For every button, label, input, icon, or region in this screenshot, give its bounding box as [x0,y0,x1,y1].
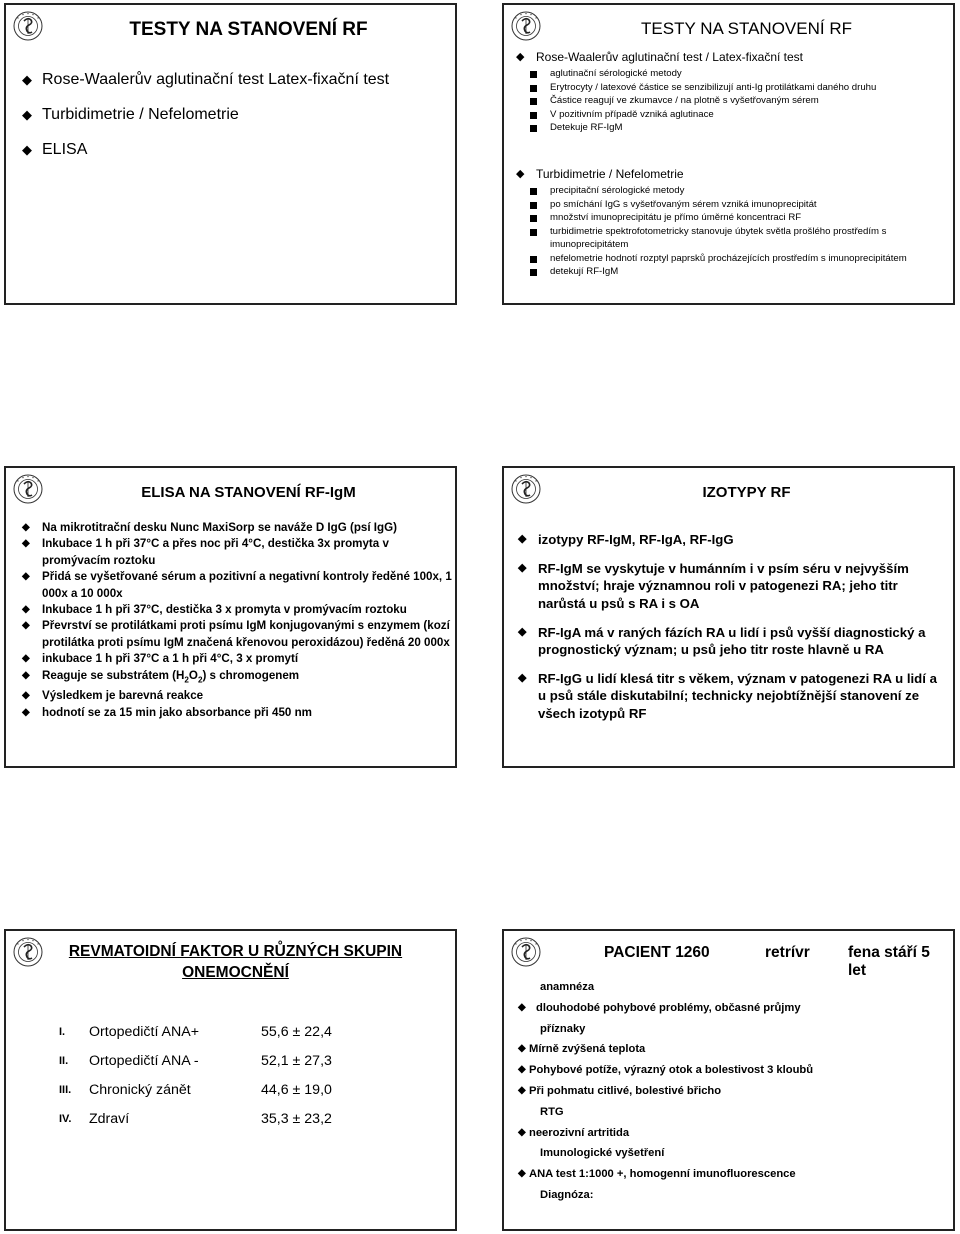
slide-testy-2 [502,3,955,305]
slide-title: IZOTYPY RF [702,484,791,501]
group-value: 52,1 ± 27,3 [261,1052,332,1069]
list-item: aglutinační sérologické metody [526,67,946,81]
slide-testy-1 [4,3,457,305]
table-row [59,1104,332,1133]
list-item: ◆ Reaguje se substrátem $(H_2O_2)$ s chromogenem [22,668,452,689]
university-seal-icon [511,937,541,967]
list-item: V pozitivním případě vzniká aglutinace [526,108,946,122]
list-item: ◆ neerozivní artritida [518,1123,948,1144]
list-item: detekují RF-IgM [526,265,946,279]
list-item: ◆ ANA test 1:1000 +, homogenní imunofluorescence [518,1164,948,1185]
slide-title: ELISA NA STANOVENÍ RF-IgM [141,484,356,501]
bullet-list [22,70,442,175]
list-item: ◆ Inkubace 1 h při 37°C, destička 3 x promyta v promývacím roztoku [22,602,452,618]
group-heading: ◆ Rose-Waalerův aglutinační test / Latex-fixační test [516,50,946,65]
method-group [516,167,946,279]
university-seal-icon [13,474,43,504]
university-seal-icon [13,11,43,41]
table-row [59,1046,332,1075]
patient-breed: retrívr [765,944,810,961]
group-value: 44,6 ± 19,0 [261,1081,332,1098]
slide-rf-skupiny [4,929,457,1231]
slide-title: TESTY NA STANOVENÍ RF [641,19,852,38]
slide-elisa [4,466,457,768]
list-item: ◆ Při pohmatu citlivé, bolestivé břicho [518,1081,948,1102]
slide-title: TESTY NA STANOVENÍ RF [129,19,368,40]
list-item: nefelometrie hodnotí rozptyl paprsků procházejících prostředím s imunoprecipitátem [526,252,946,266]
group-name: Zdraví [89,1110,130,1127]
list-item: turbidimetrie spektrofotometricky stanovuje úbytek světla prošlého prostředím s imunoprecipitátem [526,225,946,252]
group-value: 35,3 ± 23,2 [261,1110,332,1127]
list-item: ◆ RF-IgM se vyskytuje v humánním i v psím séru v nejvyšším množství; hraje významnou roli v patogenezi RA; jeho titr narůstá u psů s RA i s OA [518,560,948,612]
university-seal-icon [13,937,43,967]
group-name: Ortopedičtí ANA+ [89,1023,200,1040]
slide-pacient [502,929,955,1231]
group-name: Chronický zánět [89,1081,191,1098]
university-seal-icon [511,11,541,41]
section-label: anamnéza [540,981,595,993]
list-item: ◆ Inkubace 1 h při 37°C a přes noc při 4°C, destička 3x promyta v promývacím roztoku [22,536,452,569]
group-value: 55,6 ± 22,4 [261,1023,332,1040]
table-row [59,1017,332,1046]
section-label: Imunologické vyšetření [540,1147,665,1160]
bullet-list [518,531,948,734]
sub-list [526,67,946,135]
list-item: ◆ Na mikrotitrační desku Nunc MaxiSorp se naváže D IgG (psí IgG) [22,520,452,536]
section-label: Diagnóza: [540,1188,594,1201]
row-number: I. [59,1025,66,1038]
patient-info: fena stáří 5 let [848,944,930,979]
method-group [516,50,946,135]
section-label: RTG [540,1105,564,1118]
list-item: ◆ izotypy RF-IgM, RF-IgA, RF-IgG [518,531,948,548]
list-item: Částice reagují ve zkumavce / na plotně s vyšetřovaným sérem [526,94,946,108]
list-item: ◆ dlouhodobé pohybové problémy, občasné průjmy [518,998,948,1019]
table-row [59,1075,332,1104]
list-item: ◆ Převrství se protilátkami proti psímu IgM konjugovanými s enzymem (kozí protilátka proti psímu IgM značená křenovou peroxidázou) ředěná 20 000x [22,618,452,651]
slide-title: REVMATOIDNÍ FAKTOR U RŮZNÝCH SKUPIN ONEMOCNĚNÍ [68,943,403,981]
bullet-list [22,520,452,721]
patient-id: PACIENT 1260 [604,944,710,961]
list-item: ◆ Mírně zvýšená teplota [518,1039,948,1060]
row-number: III. [59,1083,72,1096]
sub-list [526,184,946,279]
list-item: ◆ Pohybové potíže, výrazný otok a bolestivost 3 kloubů [518,1060,948,1081]
list-item: ◆ Přidá se vyšetřované sérum a pozitivní a negativní kontroly ředěné 100x, 1 000x a 10 000x [22,569,452,602]
group-name: Ortopedičtí ANA - [89,1052,199,1069]
list-item: ◆ inkubace 1 h při 37°C a 1 h při 4°C, 3 x promytí [22,651,452,667]
list-item: množství imunoprecipitátu je přímo úměrné koncentraci RF [526,211,946,225]
list-item: Erytrocyty / latexové částice se senzibilizují anti-Ig protilátkami daného druhu [526,81,946,95]
section-label: příznaky [540,1022,586,1035]
list-item: po smíchání IgG s vyšetřovaným sérem vzniká imunoprecipitát [526,198,946,212]
list-item: ◆ Rose-Waalerův aglutinační test Latex-fixační test [22,70,442,89]
row-number: IV. [59,1112,72,1125]
list-item: precipitační sérologické metody [526,184,946,198]
case-lines [518,977,948,1206]
list-item: ◆ RF-IgG u lidí klesá titr s věkem, význam v patogenezi RA u lidí a u psů stále diskutabilní; technicky nejobtížnější stanovení ze všech izotypů RF [518,670,948,722]
list-item: ◆ RF-IgA má v raných fázích RA u lidí i psů vyšší diagnostický a prognostický význam; u psů jeho titr roste hlavně u RA [518,624,948,658]
list-item: ◆ Turbidimetrie / Nefelometrie [22,105,442,124]
group-heading: ◆ Turbidimetrie / Nefelometrie [516,167,946,182]
university-seal-icon [511,474,541,504]
list-item: Detekuje RF-IgM [526,121,946,135]
results-table [59,1017,332,1133]
slide-izotypy [502,466,955,768]
row-number: II. [59,1054,69,1067]
list-item: ◆ hodnotí se za 15 min jako absorbance při 450 nm [22,705,452,721]
list-item: ◆ ELISA [22,140,442,159]
list-item: ◆ Výsledkem je barevná reakce [22,688,452,704]
